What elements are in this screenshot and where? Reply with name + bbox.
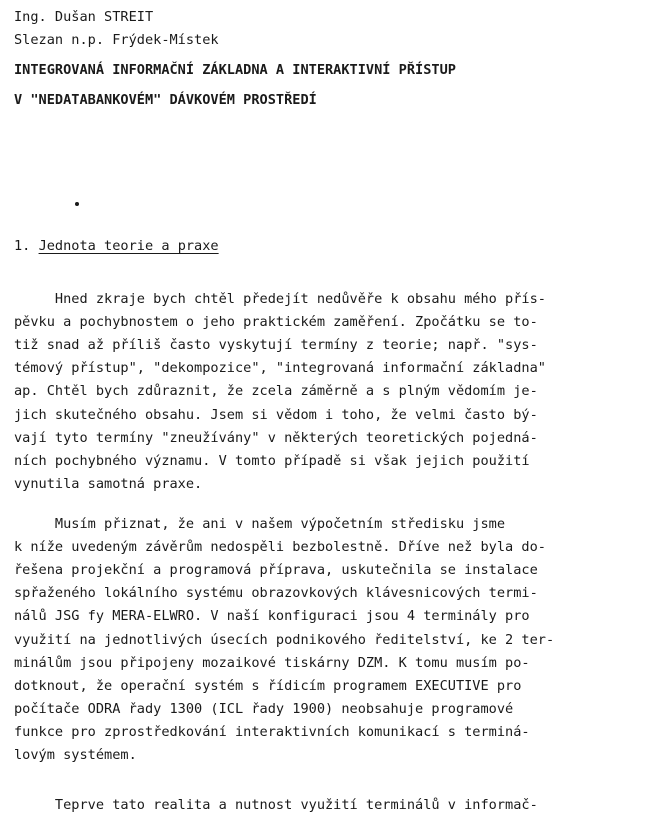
text-line: Musím přiznat, že ani v našem výpočetním středisku jsme [14,516,506,532]
document-title-line-1: INTEGROVANÁ INFORMAČNÍ ZÁKLADNA A INTERAKTIVNÍ PŘÍSTUP [14,62,456,78]
text-line: Teprve tato realita a nutnost využití terminálů v informač- [14,797,538,813]
text-line: ap. Chtěl bych zdůraznit, že zcela záměrně a s plným vědomím je- [14,383,538,400]
text-line: jich skutečného obsahu. Jsem si vědom i toho, že velmi často bý- [14,406,538,423]
text-line: řešena projekční a programová příprava, uskutečnila se instalace [14,562,538,579]
text-line: nálů JSG fy MERA-ELWRO. V naší konfiguraci jsou 4 terminály pro [14,608,530,625]
text-line: pěvku a pochybnostem o jeho praktickém zaměření. Zpočátku se to- [14,314,538,331]
text-line: Hned zkraje bych chtěl předejít nedůvěře k obsahu mého přís- [14,291,546,307]
text-line: k níže uvedeným závěrům nedospěli bezbolestně. Dříve než byla do- [14,539,546,556]
text-line: lovým systémem. [14,747,137,763]
text-line: dotknout, že operační systém s řídicím programem EXECUTIVE pro [14,677,522,694]
text-line: vynutila samotná praxe. [14,475,203,492]
text-line: tiž snad až příliš často vyskytují termíny z teorie; např. "sys- [14,337,538,354]
organization: Slezan n.p. Frýdek-Místek [14,32,219,48]
text-line: minálům jsou připojeny mozaikové tiskárny DZM. K tomu musím po- [14,654,530,671]
section-number: 1. [14,238,31,254]
author-name: Ing. Dušan STREIT [14,9,154,25]
text-line: ních pochybného významu. V tomto případě si však jejich použití [14,452,530,469]
text-line: vají tyto termíny "zneužívány" v některých teoretických pojedná- [14,429,538,446]
text-line: funkce pro zprostředkování interaktivních komunikací s terminá- [14,723,530,740]
text-line: využití na jednotlivých úsecích podnikového ředitelství, ke 2 ter- [14,631,555,648]
section-title: Jednota teorie a praxe [38,238,219,254]
stray-mark [75,202,79,206]
document-title-line-2: V "NEDATABANKOVÉM" DÁVKOVÉM PROSTŘEDÍ [14,92,317,108]
text-line: spřaženého lokálního systému obrazovkových klávesnicových termi- [14,585,538,602]
text-line: témový přístup", "dekompozice", "integrovaná informační základna" [14,360,546,377]
section-heading [14,237,219,255]
text-line: počítače ODRA řady 1300 (ICL řady 1900) neobsahuje programové [14,700,514,717]
